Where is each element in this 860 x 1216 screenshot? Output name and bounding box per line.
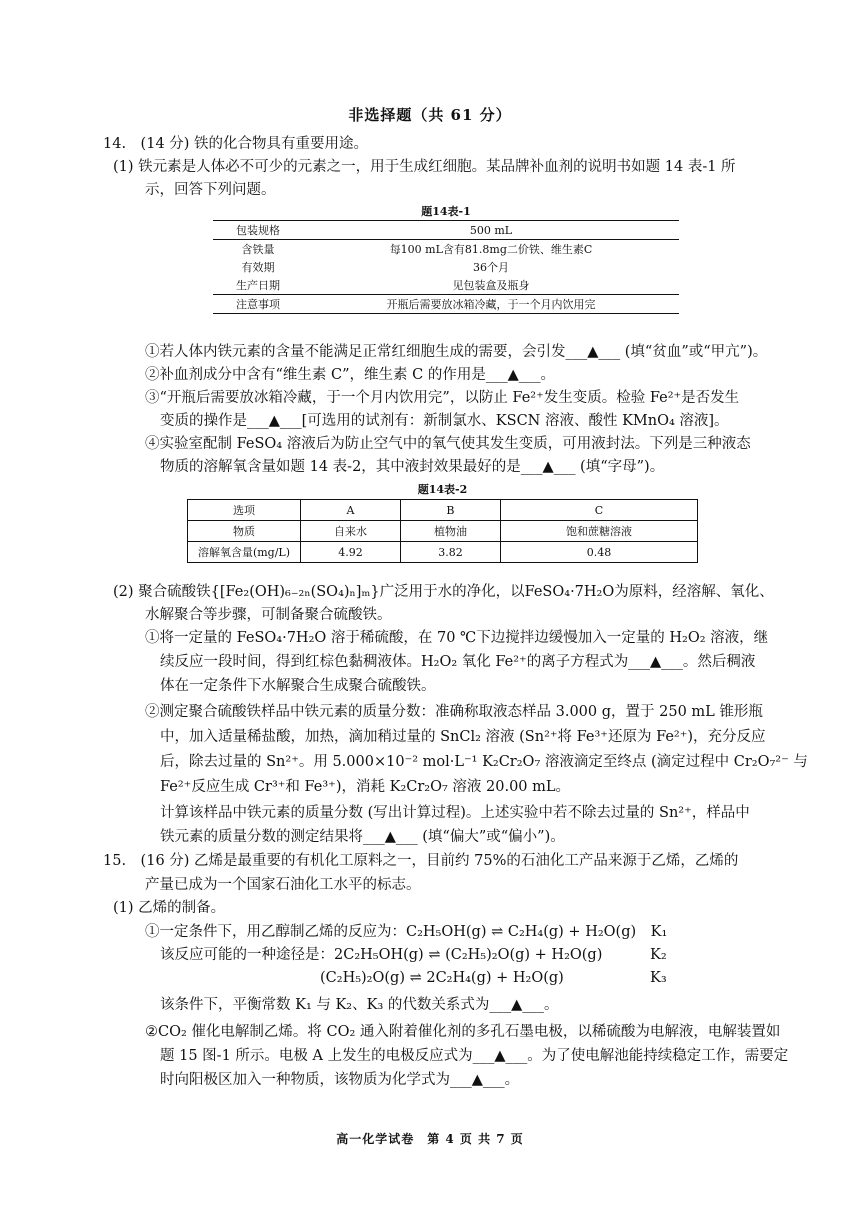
q14-1-sub4-line2: 物质的溶解氧含量如题 14 表-2，其中液封效果最好的是___▲___ (填“字母”)。 bbox=[160, 459, 665, 475]
q15-1-sub2-line1: ②CO₂ 催化电解制乙烯。将 CO₂ 通入附着催化剂的多孔石墨电极，以稀硫酸为电解液，电解装置如 bbox=[145, 1024, 781, 1040]
q14-2-sub2-line1: ②测定聚合硫酸铁样品中铁元素的质量分数：准确称取液态样品 3.000 g，置于 250 mL 锥形瓶 bbox=[145, 704, 763, 720]
table-cell: 包装规格 bbox=[213, 221, 303, 240]
table-row bbox=[188, 542, 698, 563]
q14-part1-line2: 示，回答下列问题。 bbox=[145, 182, 276, 198]
q14-2-sub2-line6: 铁元素的质量分数的测定结果将___▲___ (填“偏大”或“偏小”)。 bbox=[160, 829, 565, 845]
q14-2-sub2-line4: Fe²⁺反应生成 Cr³⁺和 Fe³⁺)，消耗 K₂Cr₂O₇ 溶液 20.00 mL。 bbox=[160, 779, 571, 795]
q14-1-sub4-line1: ④实验室配制 FeSO₄ 溶液后为防止空气中的氧气使其发生变质，可用液封法。下列是三种液态 bbox=[145, 436, 751, 452]
table-cell: 物质 bbox=[188, 521, 301, 542]
table-row bbox=[188, 500, 698, 521]
q15-part1-title: (1) 乙烯的制备。 bbox=[113, 900, 226, 916]
table-cell: 见包装盒及瓶身 bbox=[452, 279, 530, 292]
table-row bbox=[188, 521, 698, 542]
table-row bbox=[213, 221, 679, 240]
q14-2-sub2-line5: 计算该样品中铁元素的质量分数 (写出计算过程)。上述实验中若不除去过量的 Sn²⁺，样品中 bbox=[160, 805, 750, 821]
q14-2-sub2-line2: 中，加入适量稀盐酸，加热，滴加稍过量的 SnCl₂ 溶液 (Sn²⁺将 Fe³⁺还原为 Fe²⁺)，充分反应 bbox=[160, 729, 766, 745]
table-cell: 选项 bbox=[188, 500, 301, 521]
q14-2-sub1-line2: 续反应一段时间，得到红棕色黏稠液体。H₂O₂ 氧化 Fe²⁺的离子方程式为___▲___。然后稠液 bbox=[160, 654, 756, 670]
q15-1-sub2-line3: 时向阳极区加入一种物质，该物质为化学式为___▲___。 bbox=[160, 1072, 520, 1088]
table-cell: 每100 mL含有81.8mg二价铁、维生素C bbox=[389, 243, 593, 256]
q14-1-sub2: ②补血剂成分中含有“维生素 C”，维生素 C 的作用是___▲___。 bbox=[145, 367, 555, 383]
q15-1-equation-2: 该反应可能的一种途径是：2C₂H₅OH(g) ⇌ (C₂H₅)₂O(g) + H₂O(g) bbox=[160, 947, 603, 963]
q14-part1-line1: (1) 铁元素是人体必不可少的元素之一，用于生成红细胞。某品牌补血剂的说明书如题 14 表-1 所 bbox=[113, 159, 736, 175]
table-cell: 开瓶后需要放冰箱冷藏，于一个月内饮用完 bbox=[303, 295, 679, 314]
table-cell: 生产日期 bbox=[236, 279, 280, 292]
table-14-2 bbox=[187, 499, 698, 563]
table-cell: 注意事项 bbox=[213, 295, 303, 314]
k3-label: K₃ bbox=[650, 970, 667, 986]
table-cell: 4.92 bbox=[301, 542, 401, 563]
question-14-header: 14. (14 分) 铁的化合物具有重要用途。 bbox=[103, 136, 369, 152]
table-cell: 植物油 bbox=[400, 521, 500, 542]
table-row bbox=[213, 240, 679, 259]
table-row bbox=[213, 258, 679, 276]
table-cell: B bbox=[400, 500, 500, 521]
table-cell: 0.48 bbox=[500, 542, 697, 563]
q14-2-sub1-line3: 体在一定条件下水解聚合生成聚合硫酸铁。 bbox=[160, 678, 436, 694]
table-cell: 含铁量 bbox=[241, 243, 275, 256]
table2-caption: 题14表-2 bbox=[417, 483, 468, 496]
q14-part2-line1: (2) 聚合硫酸铁{[Fe₂(OH)₆₋₂ₙ(SO₄)ₙ]ₘ}广泛用于水的净化，以FeSO₄·7H₂O为原料，经溶解、氧化、 bbox=[113, 584, 774, 600]
q15-1-sub1-question: 该条件下，平衡常数 K₁ 与 K₂、K₃ 的代数关系式为___▲___。 bbox=[160, 997, 559, 1013]
q14-1-sub3-line2: 变质的操作是___▲___[可选用的试剂有：新制氯水、KSCN 溶液、酸性 KMnO₄ 溶液]。 bbox=[160, 413, 729, 429]
table-row bbox=[213, 276, 679, 295]
k2-label: K₂ bbox=[650, 947, 667, 963]
table-cell: 溶解氧含量(mg/L) bbox=[188, 542, 301, 563]
page-footer: 高一化学试卷 第 4 页 共 7 页 bbox=[336, 1132, 524, 1146]
table-cell: 500 mL bbox=[303, 221, 679, 240]
q15-1-sub2-line2: 题 15 图-1 所示。电极 A 上发生的电极反应式为___▲___。为了使电解池能持续稳定工作，需要定 bbox=[160, 1048, 789, 1064]
table1-caption: 题14表-1 bbox=[421, 205, 471, 218]
q14-2-sub1-line1: ①将一定量的 FeSO₄·7H₂O 溶于稀硫酸，在 70 ℃下边搅拌边缓慢加入一定量的 H₂O₂ 溶液，继 bbox=[145, 630, 769, 646]
q15-header-line2: 产量已成为一个国家石油化工水平的标志。 bbox=[145, 877, 421, 893]
table-14-1 bbox=[213, 220, 679, 314]
q15-1-equation-3: (C₂H₅)₂O(g) ⇌ 2C₂H₄(g) + H₂O(g) bbox=[320, 970, 564, 986]
q14-part2-line2: 水解聚合等步骤，可制备聚合硫酸铁。 bbox=[145, 607, 392, 623]
table-cell: 36个月 bbox=[473, 261, 509, 274]
q14-1-sub3-line1: ③“开瓶后需要放冰箱冷藏，于一个月内饮用完”，以防止 Fe²⁺发生变质。检验 Fe²⁺是否发生 bbox=[145, 390, 740, 406]
table-cell: 有效期 bbox=[241, 261, 275, 274]
q15-1-sub1-line1: ①一定条件下，用乙醇制乙烯的反应为：C₂H₅OH(g) ⇌ C₂H₄(g) + H₂O(g) K₁ bbox=[145, 924, 668, 940]
table-row bbox=[213, 295, 679, 314]
table-cell: 饱和蔗糖溶液 bbox=[500, 521, 697, 542]
table-cell: 自来水 bbox=[301, 521, 401, 542]
table-cell: C bbox=[500, 500, 697, 521]
table-cell: 3.82 bbox=[400, 542, 500, 563]
table-cell: A bbox=[301, 500, 401, 521]
q14-1-sub1: ①若人体内铁元素的含量不能满足正常红细胞生成的需要，会引发___▲___ (填“贫血”或“甲亢”)。 bbox=[145, 344, 768, 360]
question-15-header: 15. (16 分) 乙烯是最重要的有机化工原料之一，目前约 75%的石油化工产品来源于乙烯，乙烯的 bbox=[103, 853, 739, 869]
section-title: 非选择题（共 61 分） bbox=[348, 106, 512, 124]
q14-2-sub2-line3: 后，除去过量的 Sn²⁺。用 5.000×10⁻² mol·L⁻¹ K₂Cr₂O₇ 溶液滴定至终点 (滴定过程中 Cr₂O₇²⁻ 与 bbox=[160, 754, 808, 770]
